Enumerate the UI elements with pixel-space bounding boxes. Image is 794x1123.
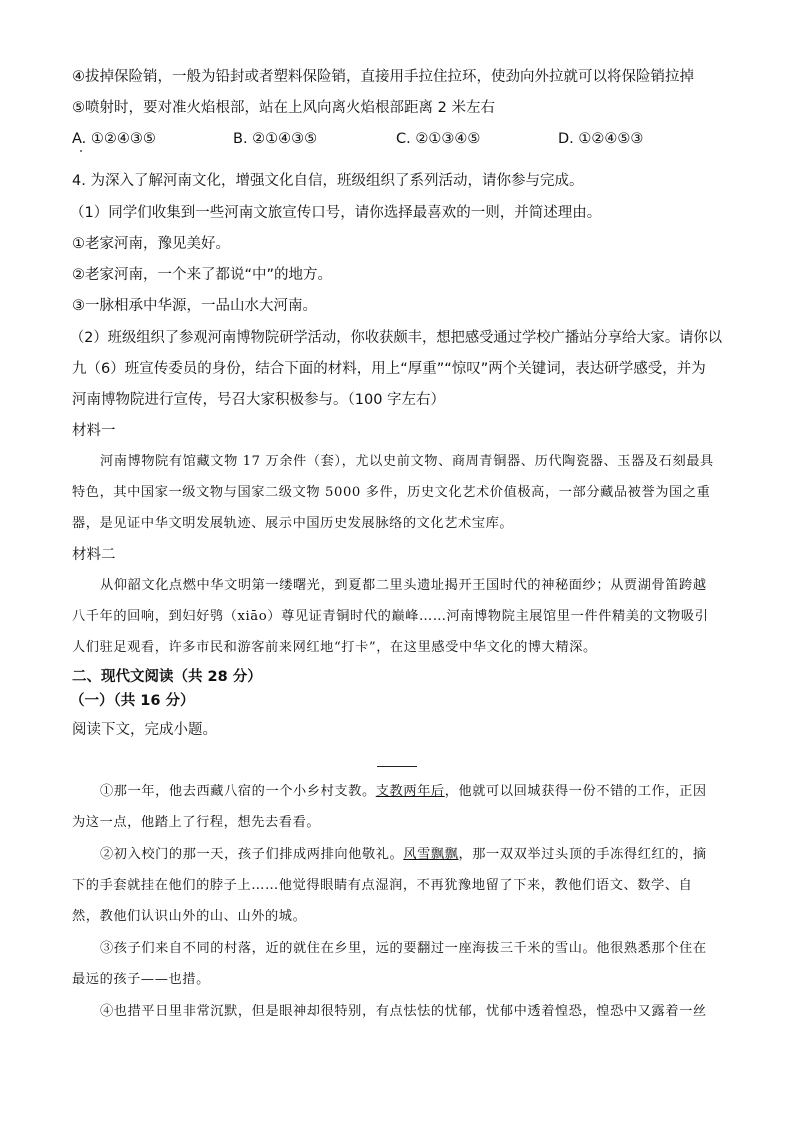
material-2-line2: 八千年的回响，到妇好鸮（xiāo）尊见证青铜时代的巅峰……河南博物院主展馆里一件件精美的文物吸引 [72,609,709,624]
passage-text: ，那一双双举过头顶的手冻得红红的，摘 [458,847,707,862]
passage-para2-line3: 然，教他们认识山外的山、山外的城。 [72,909,307,924]
passage-text: ，他就可以回城获得一份不错的工作，正因 [444,784,707,799]
q3-step4: ④拔掉保险销，一般为铅封或者塑料保险销，直接用手拉住拉环，使劲向外拉就可以将保险销拉掉 [72,69,694,85]
q4-part2-line3: 河南博物院进行宣传，号召大家积极参与。（100 字左右） [72,392,446,408]
q4-part1: （1）同学们收集到一些河南文旅宣传口号，请你选择最喜欢的一则，并简述理由。 [70,205,602,221]
underlined-phrase: 风雪飘飘 [403,847,459,862]
q4-stem: 4. 为深入了解河南文化，增强文化自信，班级组织了系列活动，请你参与完成。 [72,173,584,189]
q4-part2-line1: （2）班级组织了参观河南博物院研学活动，你收获颇丰，想把感受通过学校广播站分享给大家。请你以 [70,330,723,346]
q3-option-a: A. ①②④③⑤ [72,131,156,147]
material-2-line3: 人们驻足观看，许多市民和游客前来网红地“打卡”，在这里感受中华文化的博大精深。 [72,640,597,655]
slogan-3: ③一脉相承中华源，一品山水大河南。 [72,298,317,314]
passage-para1-line1 [100,782,707,802]
passage-text: ①那一年，他去西藏八宿的一个小乡村支教。 [100,784,376,799]
passage-para2-line1 [100,845,707,865]
passage-para3-line1: ③孩子们来自不同的村落，近的就住在乡里，远的要翻过一座海拔三千米的雪山。他很熟悉那个住在 [100,941,707,956]
q3-option-c: C. ②①③④⑤ [396,131,481,147]
passage-para2-line2: 下的手套就挂在他们的脖子上……他觉得眼睛有点湿润，不再犹豫地留了下来，教他们语文、数学、自 [72,878,693,893]
material-2-label: 材料二 [72,547,116,563]
passage-para1-line2: 为这一点，他踏上了行程，想先去看看。 [72,815,321,830]
stray-dot-mark [80,150,82,152]
material-2-line1: 从仰韶文化点燃中华文明第一缕曙光，到夏都二里头遗址揭开王国时代的神秘面纱；从贾湖骨笛跨越 [100,578,707,593]
passage-para4-line1: ④也措平日里非常沉默，但是眼神却很特别，有点怯怯的忧郁，忧郁中透着惶恐，惶恐中又露着一丝 [100,1004,707,1019]
q3-option-d: D. ①②④⑤③ [558,131,644,147]
section-2-title: 二、现代文阅读（共 28 分） [72,669,262,685]
underlined-phrase: 支教两年后 [375,784,445,799]
reading-instruction: 阅读下文，完成小题。 [72,722,217,738]
q3-step5: ⑤喷射时，要对准火焰根部，站在上风向离火焰根部距离 2 米左右 [72,100,495,116]
passage-text: ②初入校门的那一天，孩子们排成两排向他敬礼。 [100,847,404,862]
slogan-2: ②老家河南，一个来了都说“中”的地方。 [72,267,333,283]
passage-title-blank [377,766,417,767]
q4-part2-line2: 九（6）班宣传委员的身份，结合下面的材料，用上“厚重”“惊叹”两个关键词，表达研学感受，并为 [72,361,706,377]
q3-option-b: B. ②①④③⑤ [233,131,318,147]
section-2-subtitle: （一）（共 16 分） [70,693,195,709]
material-1-line2: 特色，其中国家一级文物与国家二级文物 5000 多件，历史文化艺术价值极高，一部分藏品被誉为国之重 [72,485,711,500]
material-1-line1: 河南博物院有馆藏文物 17 万余件（套），尤以史前文物、商周青铜器、历代陶瓷器、玉器及石刻最具 [100,454,714,469]
passage-para3-line2: 最远的孩子——也措。 [72,972,210,987]
slogan-1: ①老家河南，豫见美好。 [72,236,230,252]
material-1-line3: 器，是见证中华文明发展轨迹、展示中国历史发展脉络的文化艺术宝库。 [72,516,514,531]
material-1-label: 材料一 [72,423,116,439]
